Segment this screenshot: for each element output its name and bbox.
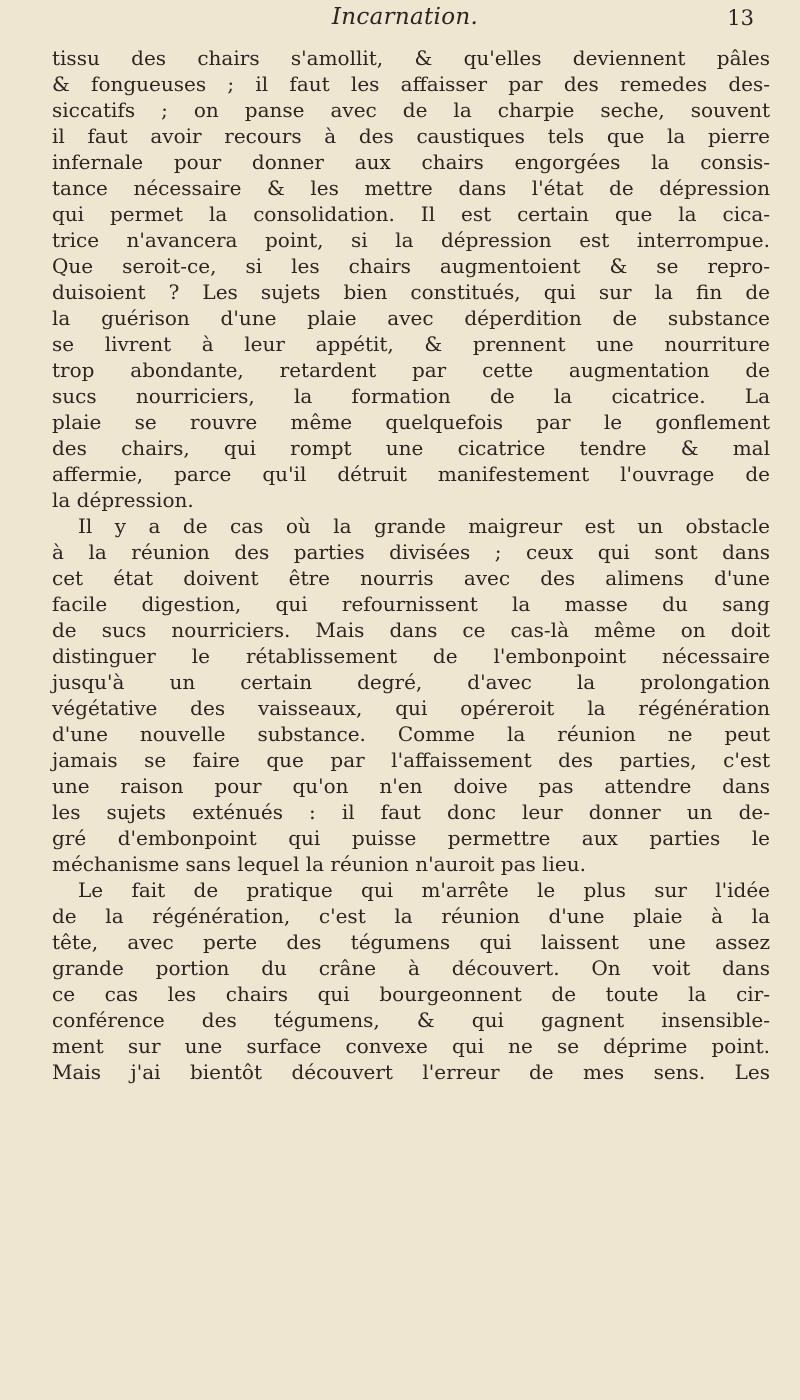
text-line: trop abondante, retardent par cette augmentation de: [52, 358, 770, 382]
text-line: tissu des chairs s'amollit, & qu'elles deviennent pâles: [52, 46, 770, 70]
text-line: Le fait de pratique qui m'arrête le plus sur l'idée: [78, 878, 770, 902]
running-title: Incarnation.: [331, 4, 479, 30]
text-line: Il y a de cas où la grande maigreur est un obstacle: [78, 514, 770, 538]
text-line: plaie se rouvre même quelquefois par le gonflement: [52, 410, 770, 434]
text-line: duisoient ? Les sujets bien constitués, qui sur la fin de: [52, 280, 770, 304]
body-text: [52, 45, 770, 1085]
text-line: Que seroit-ce, si les chairs augmentoient & se repro-: [52, 254, 770, 278]
text-line: de sucs nourriciers. Mais dans ce cas-là même on doit: [52, 618, 770, 642]
text-line: cet état doivent être nourris avec des alimens d'une: [52, 566, 770, 590]
text-line: méchanisme sans lequel la réunion n'auroit pas lieu.: [52, 852, 587, 876]
page-number: 13: [727, 6, 754, 30]
text-line: végétative des vaisseaux, qui opéreroit la régénération: [52, 696, 770, 720]
text-line: une raison pour qu'on n'en doive pas attendre dans: [52, 774, 770, 798]
text-line: facile digestion, qui refournissent la masse du sang: [52, 592, 770, 616]
text-line: d'une nouvelle substance. Comme la réunion ne peut: [52, 722, 770, 746]
text-line: jusqu'à un certain degré, d'avec la prolongation: [52, 670, 770, 694]
text-line: jamais se faire que par l'affaissement des parties, c'est: [52, 748, 770, 772]
text-line: des chairs, qui rompt une cicatrice tendre & mal: [52, 436, 770, 460]
text-line: trice n'avancera point, si la dépression est interrompue.: [52, 228, 770, 252]
text-line: tête, avec perte des tégumens qui laissent une assez: [52, 930, 770, 954]
text-line: siccatifs ; on panse avec de la charpie seche, souvent: [52, 98, 770, 122]
text-line: tance nécessaire & les mettre dans l'état de dépression: [52, 176, 770, 200]
text-line: la dépression.: [52, 488, 194, 512]
text-line: il faut avoir recours à des caustiques tels que la pierre: [52, 124, 770, 148]
text-line: se livrent à leur appétit, & prennent une nourriture: [52, 332, 770, 356]
text-line: gré d'embonpoint qui puisse permettre aux parties le: [52, 826, 770, 850]
text-line: la guérison d'une plaie avec déperdition de substance: [52, 306, 770, 330]
text-line: sucs nourriciers, la formation de la cicatrice. La: [52, 384, 770, 408]
text-line: les sujets exténués : il faut donc leur donner un de-: [52, 800, 770, 824]
text-line: conférence des tégumens, & qui gagnent insensible-: [52, 1008, 770, 1032]
text-line: à la réunion des parties divisées ; ceux qui sont dans: [52, 540, 770, 564]
text-line: qui permet la consolidation. Il est certain que la cica-: [52, 202, 770, 226]
text-line: distinguer le rétablissement de l'embonpoint nécessaire: [52, 644, 770, 668]
text-line: infernale pour donner aux chairs engorgées la consis-: [52, 150, 770, 174]
text-line: grande portion du crâne à découvert. On voit dans: [52, 956, 770, 980]
text-line: affermie, parce qu'il détruit manifestement l'ouvrage de: [52, 462, 770, 486]
text-line: de la régénération, c'est la réunion d'une plaie à la: [52, 904, 770, 928]
text-line: & fongueuses ; il faut les affaisser par des remedes des-: [52, 72, 770, 96]
text-line: ment sur une surface convexe qui ne se déprime point.: [52, 1034, 770, 1058]
page-header: [50, 4, 760, 44]
text-line: ce cas les chairs qui bourgeonnent de toute la cir-: [52, 982, 770, 1006]
text-line: Mais j'ai bientôt découvert l'erreur de mes sens. Les: [52, 1060, 770, 1084]
